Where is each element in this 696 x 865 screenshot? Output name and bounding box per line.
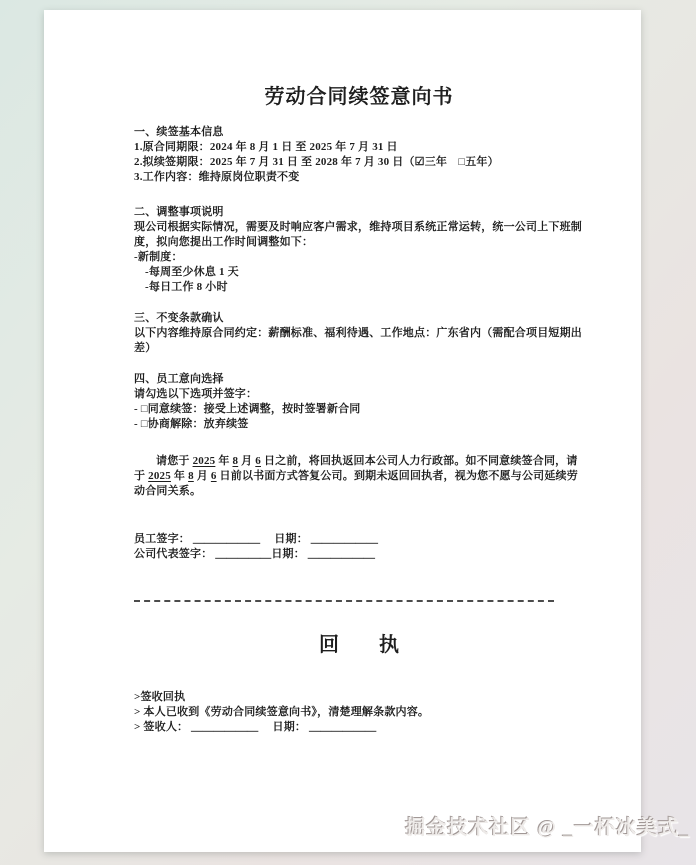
deadline-year: 2025 [148,470,171,482]
receipt-block [134,690,584,735]
receipt-title: 回 执 [319,634,399,656]
company-representative-signature-row: 公司代表签字： ＿＿＿＿＿日期： ＿＿＿＿＿＿ [134,548,376,560]
deadline-month: 8 [232,455,239,467]
original-contract-term-line: 1.原合同期限：2024 年 8 月 1 日 至 2025 年 7 月 31 日 [134,141,398,153]
text-segment: 年 [170,470,189,482]
deadline-day: 6 [210,470,217,482]
text-segment: - [134,403,141,415]
receipt-signature-row: > 签收人： ＿＿＿＿＿＿ 日期： ＿＿＿＿＿＿ [134,721,377,733]
section-adjustment-notes [134,205,584,295]
checkbox-unchecked-icon: □ [140,418,148,430]
dashed-separator [134,600,554,602]
option-five-years-label: 五年 [465,156,488,168]
employee-signature-row: 员工签字： ＿＿＿＿＿＿ 日期： ＿＿＿＿＿＿ [134,533,379,545]
policy-bullet-work-hours: -每日工作 8 小时 [145,281,228,293]
document-title: 劳动合同续签意向书 [264,86,454,108]
job-content-line: 3.工作内容：维持原岗位职责不变 [134,171,300,183]
text-segment: ） [487,156,499,168]
receipt-heading: >签收回执 [134,691,186,703]
text-segment: 日前以书面方式答复公司。到期未返回回执者，视为您不愿与公司延续劳动合同关系。 [134,470,578,497]
text-segment: 日之前，将回执返回本公司人力行政部。如不同意续签合同，请于 [134,455,578,482]
checkbox-checked-icon: ☑ [414,156,425,168]
option-agree-label: 同意续签：接受上述调整，按时签署新合同 [147,403,361,415]
new-policy-label: -新制度： [134,251,183,263]
checkbox-unchecked-icon: □ [458,156,466,168]
deadline-month: 8 [188,470,194,482]
document-page [44,10,641,852]
section-heading: 二、调整事项说明 [134,206,224,218]
choice-instructions: 请勾选以下选项并签字： [134,388,258,400]
deadline-day: 6 [255,455,261,467]
text-segment: 月 [193,470,211,482]
deadline-year: 2025 [192,455,216,467]
option-agree-renewal [134,402,584,417]
section-heading: 四、员工意向选择 [134,373,224,385]
text-segment: 2.拟续签期限：2025 年 7 月 31 日 至 2028 年 7 月 30 日（ [134,156,415,168]
option-three-years-label: 三年 [424,156,459,168]
checkbox-unchecked-icon: □ [140,403,148,415]
text-segment: 月 [238,455,256,467]
section-heading: 一、续签基本信息 [134,126,224,138]
section-employee-choice [134,372,584,432]
option-terminate [134,417,584,432]
policy-bullet-rest-day: -每周至少休息 1 天 [145,266,239,278]
section-renewal-basic-info [134,125,584,185]
watermark: 掘金技术社区 @ _一杯冰美式_ [405,817,690,839]
return-deadline-paragraph [134,454,584,499]
section-heading: 三、不变条款确认 [134,312,224,324]
adjustment-paragraph: 现公司根据实际情况，需要及时响应客户需求，维持项目系统正常运转，统一公司上下班制度，拟向您提出工作时间调整如下： [134,221,582,248]
text-segment: 请您于 [156,455,193,467]
signature-block [134,532,584,562]
receipt-acknowledgement: > 本人已收到《劳动合同续签意向书》，清楚理解条款内容。 [134,706,430,718]
unchanged-terms-paragraph: 以下内容维持原合同约定：薪酬标准、福利待遇、工作地点：广东省内（需配合项目短期出差） [134,327,582,354]
section-unchanged-terms [134,311,584,356]
option-terminate-label: 协商解除：放弃续签 [147,418,249,430]
text-segment: - [134,418,141,430]
proposed-renewal-term-line [134,155,584,170]
text-segment: 年 [215,455,233,467]
